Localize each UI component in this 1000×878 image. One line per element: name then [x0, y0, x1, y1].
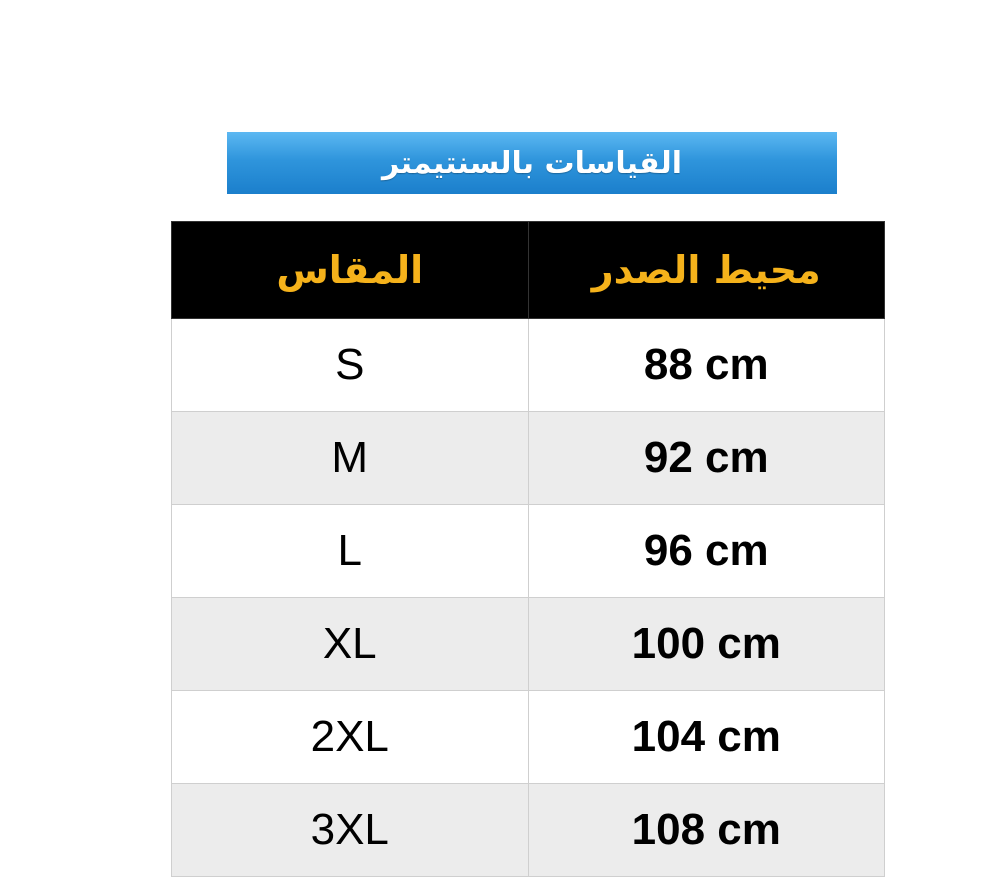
- size-cell: XL: [172, 598, 529, 691]
- table-row: [172, 505, 885, 598]
- title-banner: [227, 132, 837, 194]
- table-row: [172, 784, 885, 877]
- chest-column-header: محيط الصدر: [528, 222, 885, 319]
- size-cell: L: [172, 505, 529, 598]
- chest-cell: 96 cm: [528, 505, 885, 598]
- size-cell: 3XL: [172, 784, 529, 877]
- chest-cell: 108 cm: [528, 784, 885, 877]
- chest-cell: 104 cm: [528, 691, 885, 784]
- size-cell: S: [172, 319, 529, 412]
- size-cell: 2XL: [172, 691, 529, 784]
- table-row: [172, 412, 885, 505]
- chest-cell: 100 cm: [528, 598, 885, 691]
- table-row: [172, 691, 885, 784]
- size-cell: M: [172, 412, 529, 505]
- table-row: [172, 319, 885, 412]
- table-row: [172, 598, 885, 691]
- chest-cell: 88 cm: [528, 319, 885, 412]
- size-chart-table: [171, 221, 885, 877]
- page-title: القياسات بالسنتيمتر: [381, 145, 683, 181]
- table-header-row: [172, 222, 885, 319]
- size-column-header: المقاس: [172, 222, 529, 319]
- chest-cell: 92 cm: [528, 412, 885, 505]
